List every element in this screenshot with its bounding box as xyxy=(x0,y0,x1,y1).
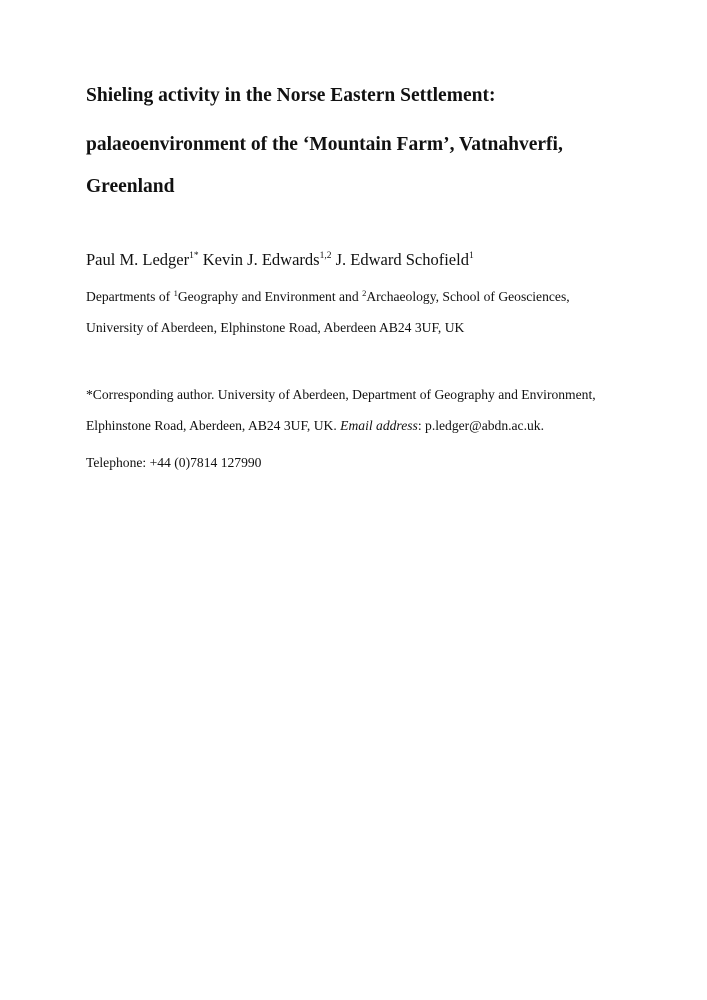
email-separator: : xyxy=(417,418,426,433)
affiliation-line-1 xyxy=(86,289,570,305)
affiliation-dept-2: Archaeology, School of Geosciences, xyxy=(366,289,570,304)
email-link[interactable]: p.ledger@abdn.ac.uk. xyxy=(425,418,544,433)
author-affiliation-mark: 1 xyxy=(468,251,474,261)
author-name: Paul M. Ledger xyxy=(86,250,190,269)
correspondence-address: Elphinstone Road, Aberdeen, AB24 3UF, UK. xyxy=(86,418,341,433)
affiliation-dept-1: Geography and Environment and xyxy=(177,289,363,304)
correspondence-line-2 xyxy=(86,418,544,434)
author-affiliation-mark: 1,2 xyxy=(319,251,332,261)
affiliation-mark-1: 1 xyxy=(173,288,178,298)
telephone-line: Telephone: +44 (0)7814 127990 xyxy=(86,455,262,470)
affiliation-line-2: University of Aberdeen, Elphinstone Road, Aberdeen AB24 3UF, UK xyxy=(86,320,465,335)
title-line-3: Greenland xyxy=(86,176,175,197)
title-line-1: Shieling activity in the Norse Eastern Settlement: xyxy=(86,85,496,106)
correspondence-line-1: *Corresponding author. University of Aberdeen, Department of Geography and Environment, xyxy=(86,387,596,402)
author-list xyxy=(86,250,474,270)
affiliation-prefix: Departments of xyxy=(86,289,174,304)
affiliation-mark-2: 2 xyxy=(362,288,367,298)
author-name: Kevin J. Edwards xyxy=(202,250,320,269)
author-name: J. Edward Schofield xyxy=(335,250,469,269)
author-affiliation-mark: 1* xyxy=(189,251,199,261)
email-label: Email address xyxy=(340,418,418,433)
title-line-2: palaeoenvironment of the ‘Mountain Farm’, Vatnahverfi, xyxy=(86,134,563,155)
